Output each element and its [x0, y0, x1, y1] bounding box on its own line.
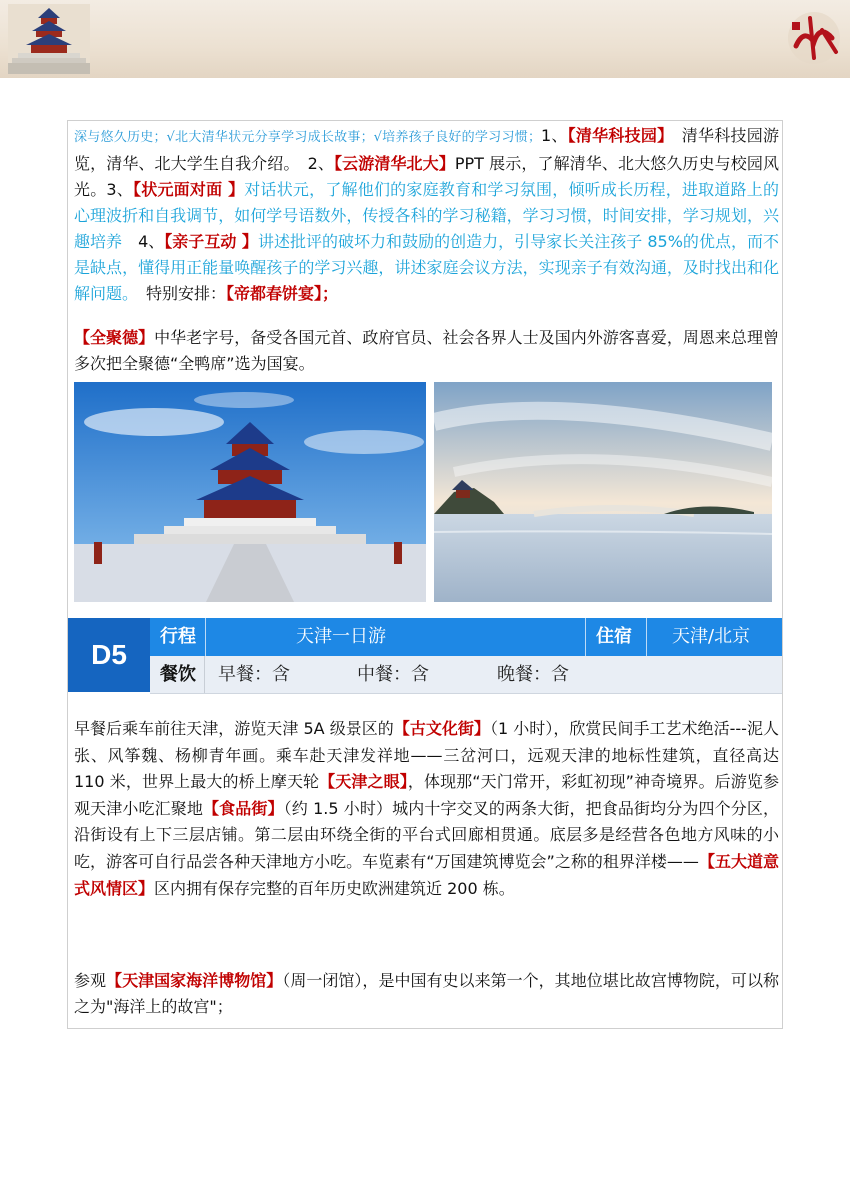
museum-paragraph [74, 968, 779, 1020]
stay-label: 住宿 [596, 626, 632, 647]
temple-of-heaven-photo [74, 382, 426, 602]
tianjin-eye-title: 【天津之眼】 [319, 772, 408, 792]
divider [585, 618, 586, 656]
item2-title: 【云游清华北大】 [334, 154, 455, 173]
stay-value: 天津/北京 [672, 626, 751, 647]
day-text-1: 早餐后乘车前往天津，游览天津 5A 级景区的 [74, 719, 394, 738]
day-meals-row [150, 656, 782, 694]
item4-num: 4、 [138, 232, 165, 251]
quanjude-text: 中华老字号，备受各国元首、政府官员、社会各界人士及国内外游客喜爱，周恩来总理曾多次把全聚德“全鸭席”选为国宴。 [74, 328, 779, 373]
day-text-5: 区内拥有保存完整的百年历史欧洲建筑近 200 栋。 [154, 878, 515, 898]
itinerary-label: 行程 [160, 626, 196, 647]
item2-num: 2、 [307, 154, 335, 173]
maritime-museum-title: 【天津国家海洋博物馆】 [106, 971, 283, 990]
page-header [0, 0, 850, 78]
museum-text-1: 参观 [74, 971, 107, 990]
summer-palace-photo [434, 382, 772, 602]
itinerary-value: 天津一日游 [296, 626, 386, 647]
item2-text: PPT 展示，了解清华、北大悠久历史与校园风光。 [74, 154, 779, 199]
food-street-title: 【食品街】 [203, 798, 284, 818]
quanjude-paragraph [74, 325, 779, 377]
item3-num: 3、 [106, 180, 134, 199]
item4-title: 【亲子互动 】 [164, 232, 258, 251]
day-text-2: （1 小时），欣赏民间手工艺术绝活---泥人张、风筝魏、杨柳青年画。乘车赴天津发祥地——三岔河口，远观天津的地标性建筑，直径高达 110 米，世界上最大的桥上摩天轮 [74, 719, 779, 792]
day-text-4: （约 1.5 小时）城内十字交叉的两条大街，把食品街均分为四个分区，沿街设有上下三层店铺。第二层由环绕全街的平台式回廊相贯通。底层多是经营各色地方风味的小吃，游客可自行品尝各种天津地方小吃。车览素有“万国建筑博览会”之称的租界洋楼—— [74, 798, 779, 871]
item3-title: 【状元面对面 】 [133, 180, 245, 199]
day-description [74, 716, 779, 902]
lunch-value: 中餐：含 [357, 664, 429, 685]
special-label: 特别安排： [146, 284, 227, 303]
ancient-culture-street-title: 【古文化街】 [393, 719, 490, 738]
temple-of-heaven-icon [8, 4, 90, 74]
quanjude-title: 【全聚德】 [74, 328, 155, 347]
breakfast-value: 早餐：含 [218, 664, 290, 685]
five-avenues-title: 【五大道意式风情区】 [74, 851, 779, 898]
item1-num: 1、 [540, 126, 568, 145]
item1-text: 清华科技园游览，清华、北大学生自我介绍。 [74, 126, 779, 173]
divider [646, 618, 647, 656]
day-itinerary-row [150, 618, 782, 656]
divider [205, 618, 206, 656]
day-text-3: ，体现那“天门常开，彩虹初现”神奇境界。后游览参观天津小吃汇聚地 [74, 772, 779, 818]
item3-text: 对话状元，了解他们的家庭教育和学习氛围，倾听成长历程，进取道路上的心理波折和自我调节，如何学号语数外，传授各科的学习秘籍，学习习惯，时间安排，学习规划，兴趣培养 [74, 180, 779, 251]
museum-text-2: （周一闭馆），是中国有史以来第一个，其地位堪比故宫博物院，可以称之为"海洋上的故宫"； [74, 971, 779, 1016]
intro-paragraph [74, 123, 779, 307]
intro-small-line: 深与悠久历史；√北大清华状元分享学习成长故事；√培养孩子良好的学习习惯； [74, 130, 541, 145]
beijing-calligraphy-logo [784, 8, 844, 68]
item4-text: 讲述批评的破坏力和鼓励的创造力，引导家长关注孩子 85%的优点，而不是缺点，懂得用正能量唤醒孩子的学习兴趣，讲述家庭会议方法，实现亲子有效沟通，及时找出和化解问题。 [74, 232, 779, 303]
dinner-value: 晚餐：含 [497, 664, 569, 685]
meals-label: 餐饮 [160, 664, 196, 685]
divider [204, 656, 205, 693]
item1-title: 【清华科技园】 [567, 126, 666, 145]
special-title: 【帝都春饼宴】； [226, 284, 339, 303]
day-number-badge: D5 [68, 618, 150, 692]
